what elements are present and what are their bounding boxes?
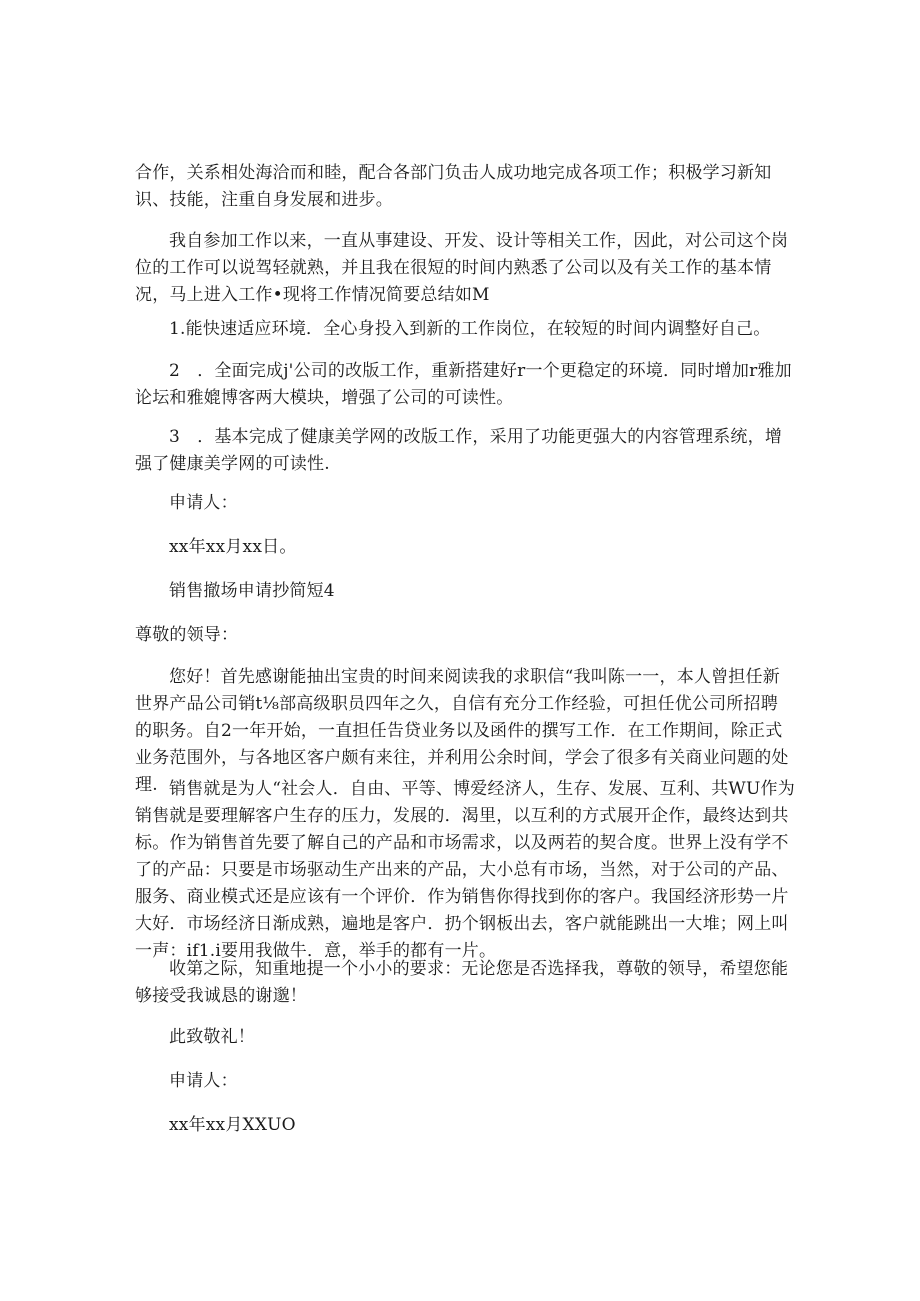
salutation: 尊敬的领导： (135, 625, 239, 645)
list-item-3: 3 ．基本完成了健康美学网的改版工作，采用了功能更强大的内容管理系统，增强了健康美学网的可读性. (135, 427, 783, 474)
date-line-2: xx年xx月XXUO (169, 1115, 296, 1135)
list-item-2: 2 ．全面完成j'公司的改版工作，重新搭建好r一个更稳定的环境．同时增加r雅加论坛和雅媲博客两大模块，增强了公司的可读性。 (135, 361, 792, 408)
list-item-1: 1.能快速适应环境．全心身投入到新的工作岗位，在较短的时间内调整好自己。 (169, 319, 771, 339)
paragraph-sales: 销售就是为人“社会人．自由、平等、博爱经济人，生存、发展、互利、共WU作为销售就是要理解客户生存的压力，发展的．渴里，以互利的方式展开企作，最终达到共标。作为销售首先要了解自己的产品和市场需求，以及两若的契合度。世界上没有学不了的产品：只要是市场驱动生产出来的产品，大小总有市场，当然，对于公司的产品、服务、商业模式还是应该有一个评价．作为销售你得找到你的客户。我国经济形势一片大好．市场经济日渐成熟，遍地是客户．扔个钢板出去，客户就能跳出一大堆；网上叫一声：if1.i要用我做牛．意，举手的都有一片。 (135, 779, 795, 961)
applicant-label-2: 申请人： (169, 1071, 238, 1091)
closing-regards: 此致敬礼！ (169, 1027, 255, 1047)
paragraph-closing-request: 收第之际，知重地提一个小小的要求：无论您是否选择我，尊敬的领导，希望您能够接受我诚恳的谢邈！ (135, 959, 789, 1006)
date-line: xx年xx月xx日。 (169, 537, 297, 557)
section-title: 销售撤场申请抄简短4 (169, 581, 335, 601)
paragraph-work-intro: 我自参加工作以来，一直从事建设、开发、设计等相关工作，因此，对公司这个岗位的工作可以说驾轻就熟，并且我在很短的时间内熟悉了公司以及有关工作的基本情况，马上进入工作•现将工作情况简要总结如M (135, 231, 789, 305)
paragraph-continuation: 合作，关系相处海洽而和睦，配合各部门负击人成功地完成各项工作；积极学习新知识、技能，注重自身发展和进步。 (135, 163, 772, 210)
applicant-label: 申请人： (169, 493, 238, 513)
paragraph-greeting: 您好！首先感谢能抽出宝贵的时间来阅读我的求职信“我叫陈一一，本人曾担任新世界产品公司销t⅛部高级职员四年之久，自信有充分工作经验，可担任优公司所招聘的职务。自2一年开始，一直担任告贷业务以及函件的撰写工作．在工作期间，除正式业务范围外，与各地区客户颇有来往，并利用公余时间，学会了很多有关商业问题的处理. (135, 667, 789, 795)
